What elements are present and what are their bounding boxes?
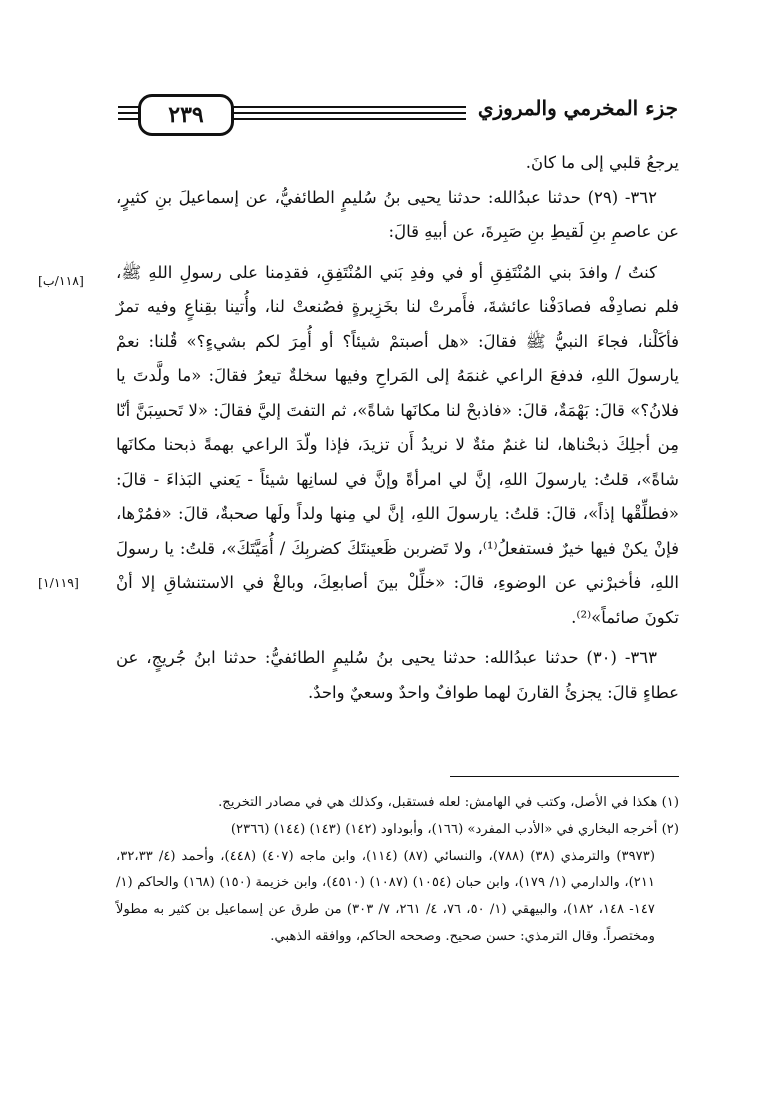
hadith-paragraph: ٣٦٢- (٢٩) حدثنا عبدُالله: حدثنا يحيى بنُ سُليمٍ الطائفيُّ، عن إسماعيلَ بنِ كثيرٍ، عن عاصمِ بنِ لَقيطِ بنِ صَبِرةَ، عن أبيهِ قالَ: — [116, 187, 679, 241]
footnote-continuation: (٣٩٧٣) والترمذي (٣٨) (٧٨٨)، والنسائي (٨٧) (١١٤)، وابن ماجه (٤٠٧) (٤٤٨)، وأحمد (٤/ ٣٢،٣٣، ٢١١)، والدارمي (١/ ١٧٩)، وابن حبان (١٠٥٤) (١٠٨٧) (٤٥١٠)، وابن خزيمة (١٥٠) (١٦٨) والحاكم (١/ ١٤٧- ١٤٨، ١٨٢)، والبيهقي (١/ ٥٠، ٧٦، ٤/ ٢٦١، ٧/ ٣٠٣) من طرق عن إسماعيل بن كثير به مطولاً ومختصراً. وقال الترمذي: حسن صحيح. وصححه الحاكم، ووافقه الذهبي. — [116, 848, 656, 944]
footnote: (١) هكذا في الأصل، وكتب في الهامش: لعله فستقبل، وكذلك هي في مصادر التخريج. — [218, 795, 679, 810]
main-text — [116, 146, 679, 710]
margin-folio-note: [١/١١٩] — [38, 575, 79, 590]
book-title: جزء المخرمي والمروزي — [466, 90, 678, 130]
footnote-divider — [450, 776, 679, 777]
margin-folio-note: [١١٨/ب] — [38, 273, 84, 288]
footnote: (٢) أخرجه البخاري في «الأدب المفرد» (١٦٦)، وأبوداود (١٤٢) (١٤٣) (١٤٤) (٢٣٦٦) — [230, 821, 679, 837]
text-paragraph: يرجعُ قلبي إلى ما كانَ. — [525, 153, 679, 172]
hadith-text: كنتُ / وافدَ بني المُنْتَفِقِ أو في وفدِ بَني المُنْتَفِقِ، فقدِمنا على رسولِ اللهِ ﷺ، فلم نصادِفْه فصادَفْنا عائشةَ، فأَمرتْ لنا بخَزِيرةٍ فصُنعتْ لنا، وأُتينا بقِناعٍ وفيه تمرٌ فأكَلْنا، فجاءَ النبيُّ ﷺ فقالَ: «هل أصبتمْ شيئاً؟ أو أُمِرَ لكم بشيءٍ؟» قُلنا: نعمْ يارسولَ اللهِ، فدفعَ الراعي غنمَهُ إلى المَراحِ وفيها سخلةٌ تيعرُ فقالَ: «ما ولَّدتَ يا فلانُ؟» قالَ: بَهْمَةٌ، قالَ: «فاذبحْ لنا مكانَها شاةً»، ثم التفتَ إليَّ فقالَ: «لا تَحسِبَنَّ أنّا مِن أجلِكَ ذبحْناها، لنا غنمٌ مئةٌ لا نريدُ أَن تزيدَ، فإذا ولّدَ الراعي بهمةً ذبحنا مكانَها شاةً»، قلتُ: يارسولَ اللهِ، إنَّ لي امرأةً وإنَّ في لسانِها شيئاً - يَعني البَذاءَ - قالَ: «فطلِّقْها إذاً»، قالَ: قلتُ: يارسولَ اللهِ، إنَّ لي مِنها ولداً ولَها صحبةٌ، قالَ: «فمُرْها، فإنْ يكنْ فيها خيرٌ فستفعلُ⁽¹⁾، ولا تَضربن ظَعينتَكَ كضربِكَ / أُمَيَّتَكَ»، قلتُ: يا رسولَ اللهِ، فأخبرْني عن الوضوءِ، قالَ: «خلِّلْ بينَ أصابعِكَ، وبالغْ في الاستنشاقِ إلا أنْ تكونَ صائماً»⁽²⁾. — [116, 262, 679, 627]
footnotes — [116, 790, 679, 951]
hadith-paragraph: ٣٦٣- (٣٠) حدثنا عبدُالله: حدثنا يحيى بنُ سُليمٍ الطائفيُّ: حدثنا ابنُ جُريجٍ، عن عطاءٍ قالَ: يجزئُ القارنَ لهما طوافٌ واحدٌ وسعيٌ واحدٌ. — [116, 648, 679, 702]
page-number: ٢٣٩ — [138, 94, 234, 136]
page-header — [118, 90, 678, 140]
